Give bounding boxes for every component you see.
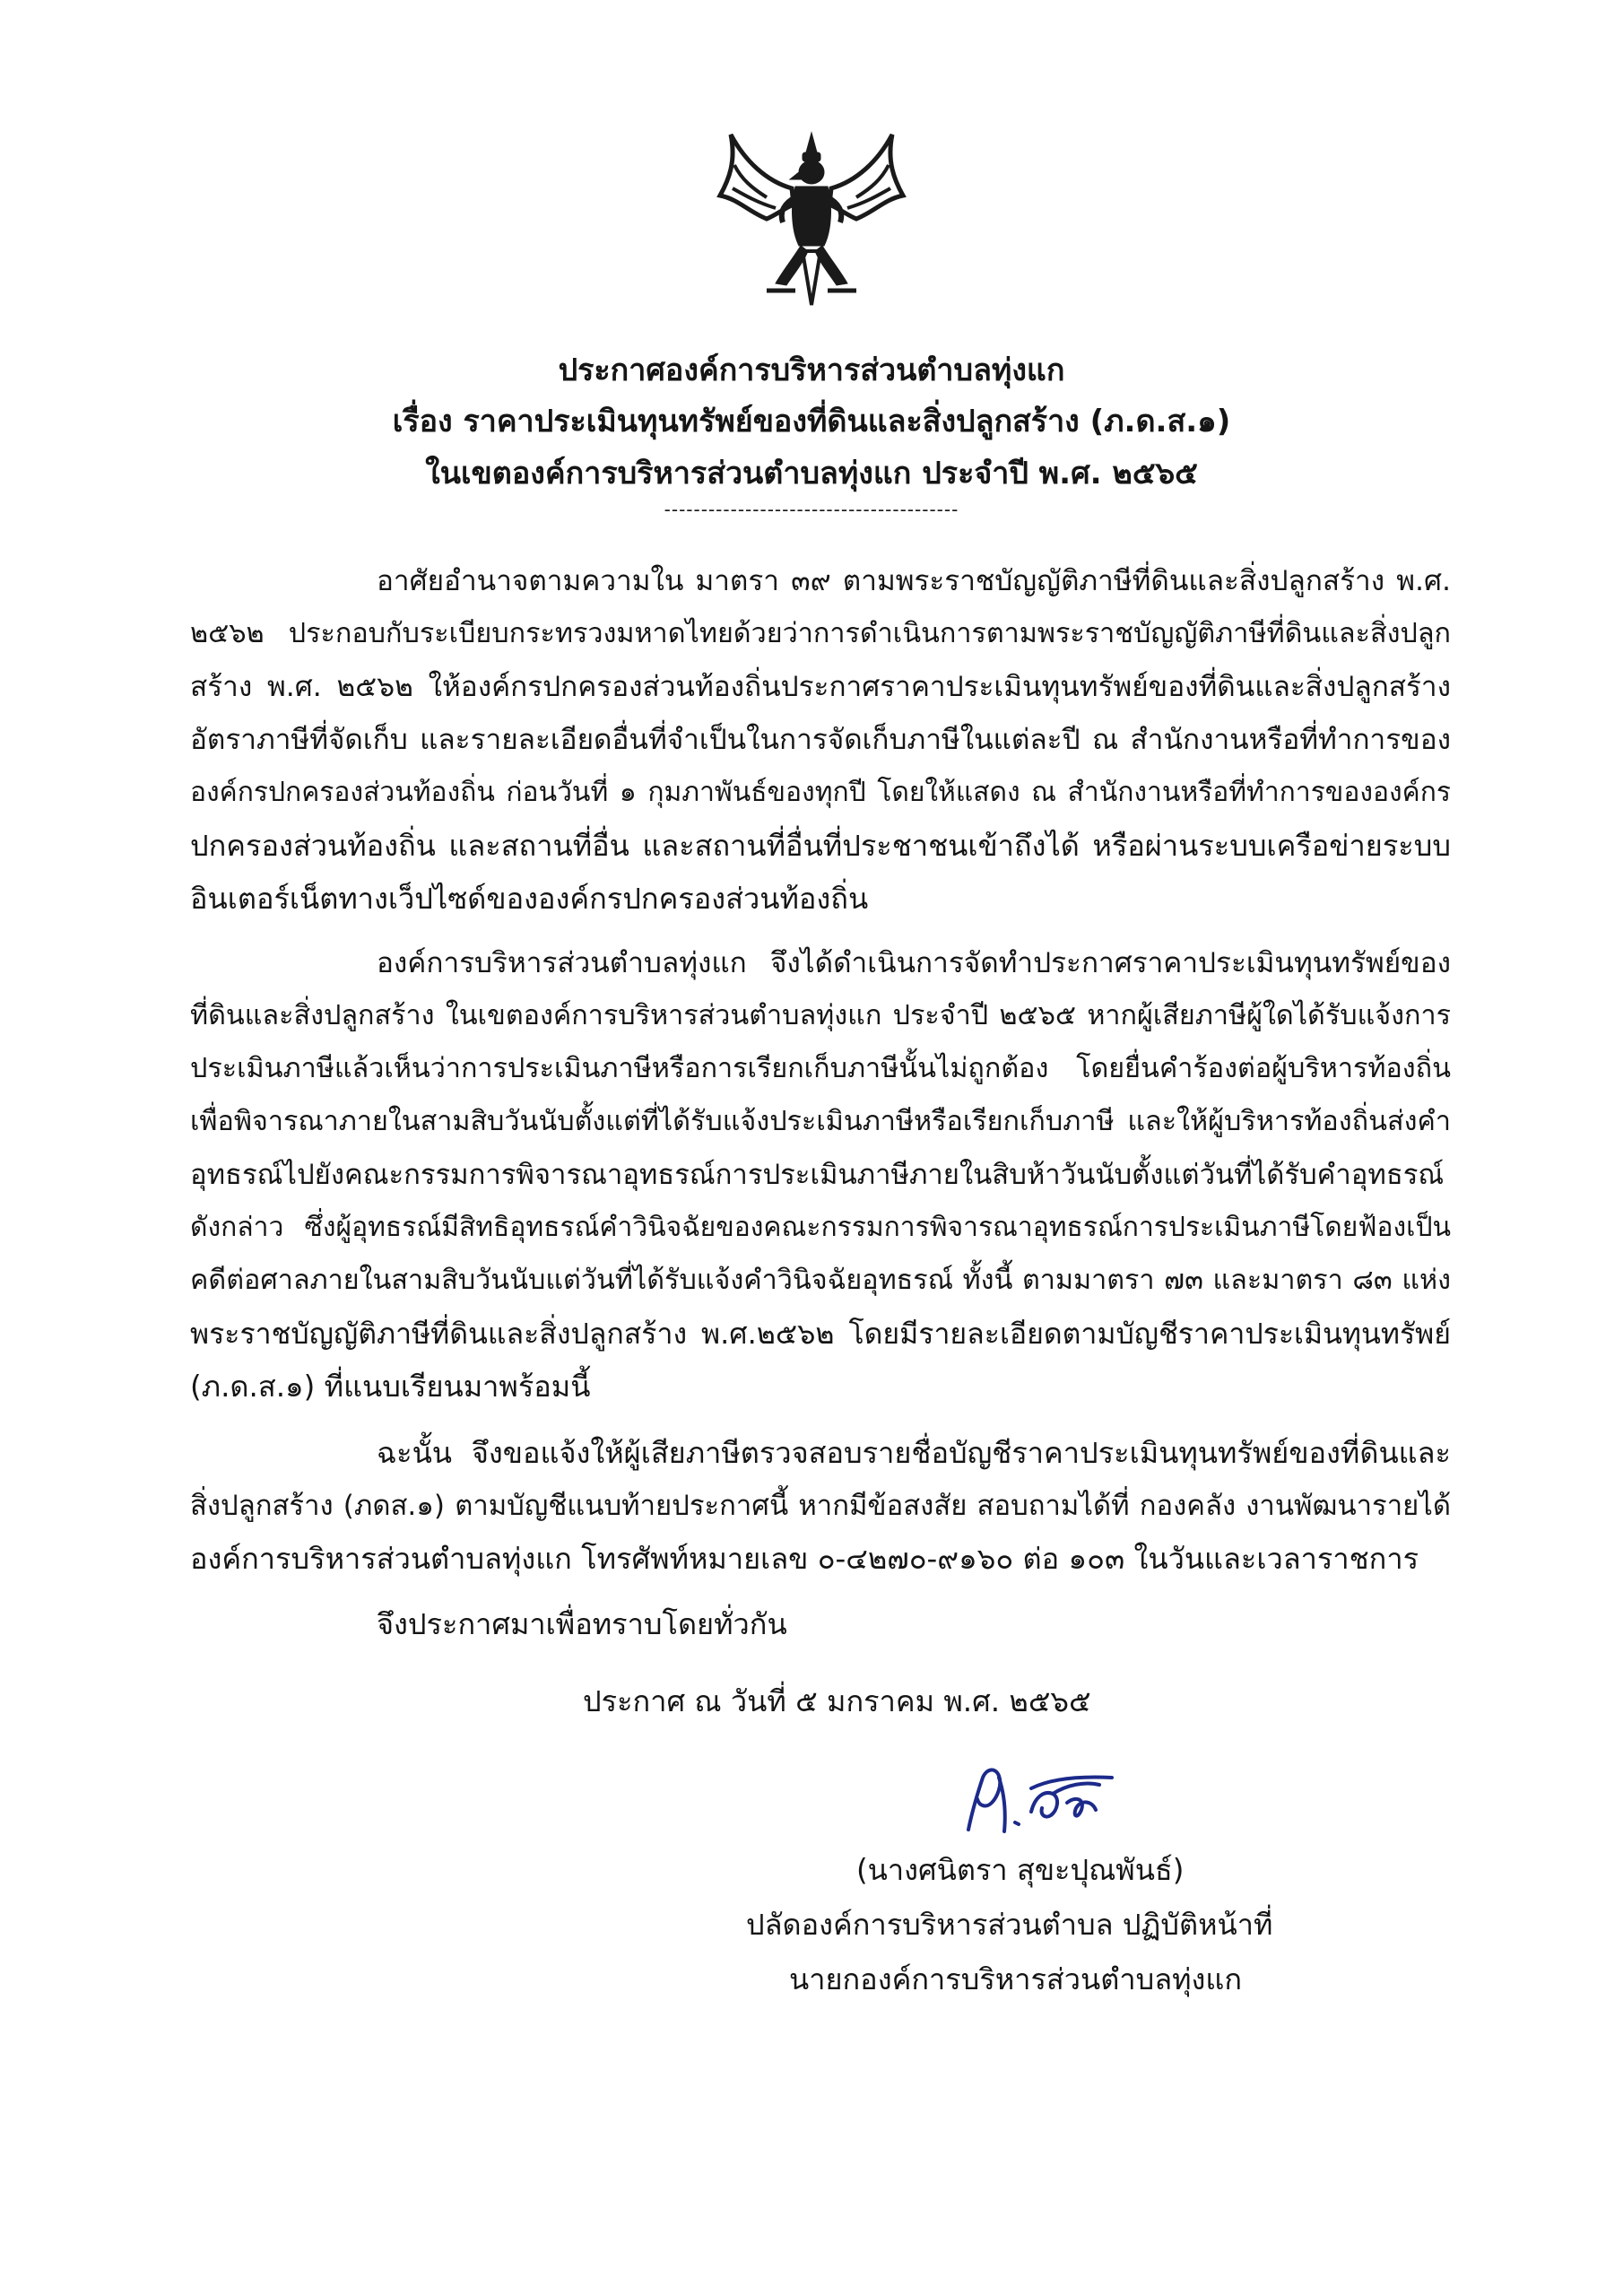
paragraph-2-line: (ภ.ด.ส.๑) ที่แนบเรียนมาพร้อมนี้ xyxy=(190,1370,591,1404)
paragraph-2-line: อุทธรณ์ไปยังคณะกรรมการพิจารณาอุทธรณ์การประเมินภาษีภายในสิบห้าวันนับตั้งแต่วันที่ได้รับคำอุทธรณ์ xyxy=(190,1159,1445,1191)
paragraph-2-line: คดีต่อศาลภายในสามสิบวันนับแต่วันที่ได้รับแจ้งคำวินิจฉัยอุทธรณ์ ทั้งนี้ ตามมาตรา ๗๓ และมาตรา ๘๓ แห่ง xyxy=(190,1265,1451,1296)
title-separator: ---------------------------------------- xyxy=(664,499,959,520)
paragraph-1-line: ๒๕๖๒ ประกอบกับระเบียบกระทรวงมหาดไทยด้วยว่าการดำเนินการตามพระราชบัญญัติภาษีที่ดินและสิ่งปลูก xyxy=(190,618,1451,649)
paragraph-1-line: อาศัยอำนาจตามความใน มาตรา ๓๙ ตามพระราชบัญญัติภาษีที่ดินและสิ่งปลูกสร้าง พ.ศ. xyxy=(377,565,1451,597)
signer-position-1: ปลัดองค์การบริหารส่วนตำบล ปฏิบัติหน้าที่ xyxy=(746,1908,1273,1942)
handwritten-signature-icon xyxy=(942,1758,1157,1839)
paragraph-1-line: องค์กรปกครองส่วนท้องถิ่น ก่อนวันที่ ๑ กุมภาพันธ์ของทุกปี โดยให้แสดง ณ สำนักงานหรือที่ทำการขององค์กร xyxy=(190,777,1451,808)
garuda-emblem-icon xyxy=(713,126,910,314)
announcement-date: ประกาศ ณ วันที่ ๕ มกราคม พ.ศ. ๒๕๖๕ xyxy=(583,1684,1091,1718)
closing-statement: จึงประกาศมาเพื่อทราบโดยทั่วกัน xyxy=(377,1607,787,1641)
paragraph-2-line: องค์การบริหารส่วนตำบลทุ่งแก จึงได้ดำเนินการจัดทำประกาศราคาประเมินทุนทรัพย์ของ xyxy=(377,947,1451,979)
paragraph-3-line: องค์การบริหารส่วนตำบลทุ่งแก โทรศัพท์หมายเลข ๐-๔๒๗๐-๙๑๖๐ ต่อ ๑๐๓ ในวันและเวลาราชการ xyxy=(190,1542,1419,1576)
signer-position-2: นายกองค์การบริหารส่วนตำบลทุ่งแก xyxy=(789,1962,1243,1996)
paragraph-1-line: อัตราภาษีที่จัดเก็บ และรายละเอียดอื่นที่จำเป็นในการจัดเก็บภาษีในแต่ละปี ณ สำนักงานหรือที่ทำการของ xyxy=(190,724,1451,756)
paragraph-2-line: ประเมินภาษีแล้วเห็นว่าการประเมินภาษีหรือการเรียกเก็บภาษีนั้นไม่ถูกต้อง โดยยื่นคำร้องต่อผู้บริหารท้องถิ่น xyxy=(190,1053,1451,1084)
paragraph-2-line: ที่ดินและสิ่งปลูกสร้าง ในเขตองค์การบริหารส่วนตำบลทุ่งแก ประจำปี ๒๕๖๕ หากผู้เสียภาษีผู้ใดได้รับแจ้งการ xyxy=(190,1000,1451,1031)
paragraph-3-line: ฉะนั้น จึงขอแจ้งให้ผู้เสียภาษีตรวจสอบรายชื่อบัญชีราคาประเมินทุนทรัพย์ของที่ดินและ xyxy=(377,1436,1451,1470)
announcement-subject: เรื่อง ราคาประเมินทุนทรัพย์ของที่ดินและสิ่งปลูกสร้าง (ภ.ด.ส.๑) xyxy=(392,404,1231,439)
announcement-title: ประกาศองค์การบริหารส่วนตำบลทุ่งแก xyxy=(558,352,1065,388)
signer-name: (นางศนิตรา สุขะปุณพันธ์) xyxy=(856,1853,1185,1887)
paragraph-2-line: เพื่อพิจารณาภายในสามสิบวันนับตั้งแต่ที่ได้รับแจ้งประเมินภาษีหรือเรียกเก็บภาษี และให้ผู้บริหารท้องถิ่นส่งคำ xyxy=(190,1106,1451,1137)
paragraph-3-line: สิ่งปลูกสร้าง (ภดส.๑) ตามบัญชีแนบท้ายประกาศนี้ หากมีข้อสงสัย สอบถามได้ที่ กองคลัง งานพัฒนารายได้ xyxy=(190,1490,1451,1522)
announcement-scope-year: ในเขตองค์การบริหารส่วนตำบลทุ่งแก ประจำปี พ.ศ. ๒๕๖๕ xyxy=(425,456,1198,491)
paragraph-1-line: สร้าง พ.ศ. ๒๕๖๒ ให้องค์กรปกครองส่วนท้องถิ่นประกาศราคาประเมินทุนทรัพย์ของที่ดินและสิ่งปลูกสร้าง xyxy=(190,671,1451,703)
paragraph-1-line: ปกครองส่วนท้องถิ่น และสถานที่อื่น และสถานที่อื่นที่ประชาชนเข้าถึงได้ หรือผ่านระบบเครือข่ายระบบ xyxy=(190,829,1451,863)
paragraph-2-line: พระราชบัญญัติภาษีที่ดินและสิ่งปลูกสร้าง พ.ศ.๒๕๖๒ โดยมีรายละเอียดตามบัญชีราคาประเมินทุนทรัพย์ xyxy=(190,1317,1451,1351)
paragraph-2-line: ดังกล่าว ซึ่งผู้อุทธรณ์มีสิทธิอุทธรณ์คำวินิจฉัยของคณะกรรมการพิจารณาอุทธรณ์การประเมินภาษีโดยฟ้องเป็น xyxy=(190,1212,1451,1243)
paragraph-1-line: อินเตอร์เน็ตทางเว็ปไซด์ขององค์กรปกครองส่วนท้องถิ่น xyxy=(190,882,869,916)
